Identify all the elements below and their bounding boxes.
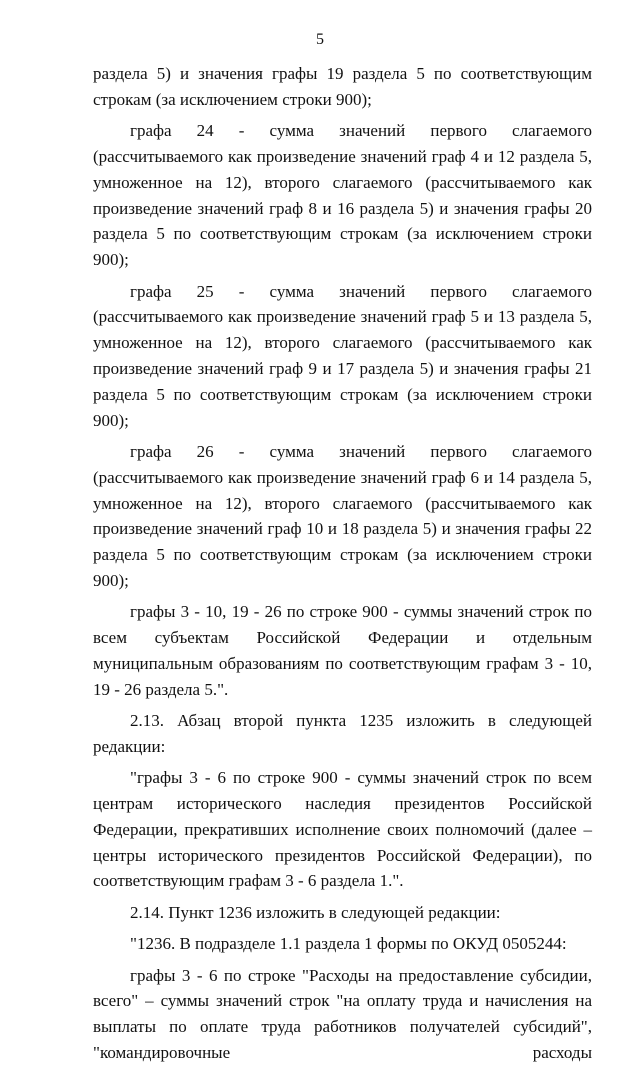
paragraph-9: "1236. В подразделе 1.1 раздела 1 формы по ОКУД 0505244: [130,934,567,954]
document-body [93,61,592,1066]
page-number: 5 [316,31,324,48]
paragraph-3: графа 25 - сумма значений первого слагаемого (рассчитываемого как произведение значений граф 5 и 13 раздела 5, умноженное на 12), второго слагаемого (рассчитываемого как произведение значений граф 9 и 17 раздела 5) и значения графы 21 раздела 5 по соответствующим строкам (за исключением строки 900); [93,281,592,430]
paragraph-4: графа 26 - сумма значений первого слагаемого (рассчитываемого как произведение значений граф 6 и 14 раздела 5, умноженное на 12), второго слагаемого (рассчитываемого как произведение значений граф 10 и 18 раздела 5) и значения графы 22 раздела 5 по соответствующим строкам (за исключением строки 900); [93,441,592,590]
paragraph-1: раздела 5) и значения графы 19 раздела 5 по соответствующим строкам (за исключением строки 900); [93,64,592,109]
paragraph-5: графы 3 - 10, 19 - 26 по строке 900 - суммы значений строк по всем субъектам Российской Федерации и отдельным муниципальным образованиям по соответствующим графам 3 - 10, 19 - 26 раздела 5.". [93,602,592,699]
paragraph-7: "графы 3 - 6 по строке 900 - суммы значений строк по всем центрам исторического наследия президентов Российской Федерации, прекративших исполнение своих полномочий (далее – центры исторического президентов Российской Федерации), по соответствующим графам 3 - 6 раздела 1.". [93,768,592,891]
paragraph-2: графа 24 - сумма значений первого слагаемого (рассчитываемого как произведение значений граф 4 и 12 раздела 5, умноженное на 12), второго слагаемого (рассчитываемого как произведение значений граф 8 и 16 раздела 5) и значения графы 20 раздела 5 по соответствующим строкам (за исключением строки 900); [93,121,592,270]
paragraph-6: 2.13. Абзац второй пункта 1235 изложить в следующей редакции: [93,711,592,756]
paragraph-10: графы 3 - 6 по строке "Расходы на предоставление субсидии, всего" – суммы значений строк "на оплату труда и начисления на выплаты по оплате труда работников получателей субсидий", "командировочные расходы [93,965,592,1063]
paragraph-8: 2.14. Пункт 1236 изложить в следующей редакции: [130,902,501,922]
